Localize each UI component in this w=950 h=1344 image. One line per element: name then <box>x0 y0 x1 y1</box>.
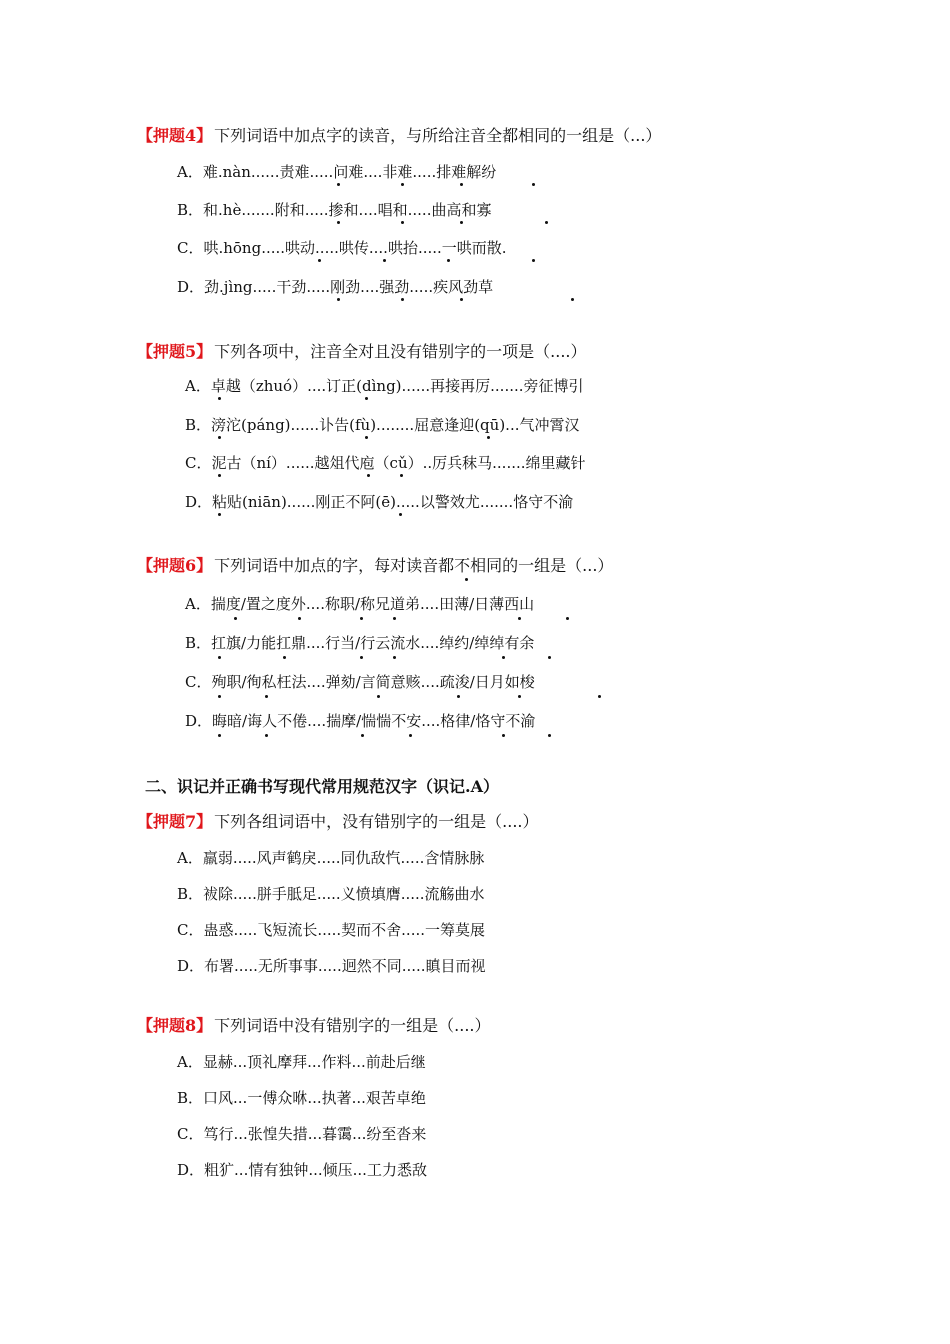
emphasis-dot <box>337 183 340 186</box>
option-d: D．粗犷...情有独钟...倾压...工力悉敌 <box>177 1161 427 1179</box>
option-a: A．显赫...顶礼摩拜...作料...前赴后继 <box>177 1053 426 1071</box>
option-b: B．和.hè.......附和.....掺和....唱和.....曲高和寡 <box>177 201 492 219</box>
emphasis-dot <box>218 397 221 400</box>
emphasis-dot <box>548 656 551 659</box>
emphasis-dot <box>265 695 268 698</box>
option-a: A．羸弱.....风声鹤戾.....同仇敌忾.....含情脉脉 <box>177 849 485 867</box>
emphasis-dot <box>383 259 386 262</box>
emphasis-dot <box>265 734 268 737</box>
emphasis-dot <box>360 656 363 659</box>
emphasis-dot <box>365 397 368 400</box>
option-d: D．劲.jìng.....干劲.....刚劲....强劲.....疾风劲草 <box>177 278 494 296</box>
emphasis-dot <box>400 474 403 477</box>
emphasis-dot <box>401 298 404 301</box>
emphasis-dot <box>409 734 412 737</box>
section-heading: 二、识记并正确书写现代常用规范汉字（识记.A） <box>145 777 499 796</box>
option-a: A．揣度/置之度外....称职/称兄道弟....田薄/日薄西山 <box>185 595 535 613</box>
option-b: B．滂沱(páng)......讣告(fù)........屈意逢迎(qū)...气冲霄汉 <box>185 416 580 434</box>
option-b: B．扛旗/力能扛鼎....行当/行云流水....绰约/绰绰有余 <box>185 634 535 652</box>
emphasis-dot <box>401 221 404 224</box>
emphasis-dot <box>460 298 463 301</box>
emphasis-dot <box>545 221 548 224</box>
emphasis-dot <box>218 474 221 477</box>
option-d: D．晦暗/诲人不倦....揣摩/惴惴不安....格律/恪守不渝 <box>185 712 536 730</box>
option-c: C．蛊惑.....飞短流长.....契而不舍.....一筹莫展 <box>177 921 485 939</box>
question-4 <box>137 124 917 296</box>
question-title <box>137 340 917 364</box>
question-tag: 【押题8】 <box>137 1016 213 1035</box>
question-7 <box>137 810 917 975</box>
option-c: C．泥古（ní）......越俎代庖（cǔ）..厉兵秣马.......绵里藏针 <box>185 454 586 472</box>
option-c: C．殉职/徇私枉法....弹劾/言简意赅....疏浚/日月如梭 <box>185 673 535 691</box>
emphasis-dot <box>518 617 521 620</box>
question-tag: 【押题4】 <box>137 126 213 145</box>
emphasis-dot <box>598 695 601 698</box>
question-5 <box>137 340 917 511</box>
emphasis-dot <box>361 734 364 737</box>
emphasis-dot <box>457 695 460 698</box>
emphasis-dot <box>518 695 521 698</box>
question-stem: 下列各组词语中，没有错别字的一组是（....） <box>214 812 539 831</box>
question-tag: 【押题6】 <box>137 556 213 575</box>
emphasis-dot <box>365 436 368 439</box>
question-stem: 下列词语中加点的字，每对读音都不相同的一组是（...） <box>214 556 614 575</box>
emphasis-dot <box>460 221 463 224</box>
emphasis-dot <box>571 298 574 301</box>
emphasis-dot <box>548 734 551 737</box>
emphasis-dot <box>377 695 380 698</box>
emphasis-dot <box>502 656 505 659</box>
question-title <box>137 1014 917 1038</box>
emphasis-dot <box>218 513 221 516</box>
emphasis-dot <box>502 734 505 737</box>
option-c: C．哄.hōng.....哄动.....哄传....哄抬.....一哄而散. <box>177 239 507 257</box>
question-stem: 下列词语中加点字的读音，与所给注音全都相同的一组是（...） <box>214 126 662 145</box>
emphasis-dot <box>218 656 221 659</box>
question-stem: 下列各项中，注音全对且没有错别字的一项是（....） <box>214 342 587 361</box>
emphasis-dot <box>337 298 340 301</box>
emphasis-dot <box>399 513 402 516</box>
emphasis-dot <box>460 183 463 186</box>
emphasis-dot <box>393 656 396 659</box>
emphasis-dot <box>298 617 301 620</box>
option-a: A．卓越（zhuó）....订正(dìng)......再接再厉.......旁征博引 <box>185 377 584 395</box>
emphasis-dot <box>283 656 286 659</box>
emphasis-dot <box>401 183 404 186</box>
option-a: A．难.nàn......责难.....问难....非难.....排难解纷 <box>177 163 497 181</box>
emphasis-dot <box>465 578 468 581</box>
emphasis-dot <box>367 474 370 477</box>
emphasis-dot <box>218 734 221 737</box>
option-d: D．粘贴(niān)......刚正不阿(ē).....以警效尤.......恪守不渝 <box>185 493 574 511</box>
option-b: B．口风...一傅众咻...执著...艰苦卓绝 <box>177 1089 426 1107</box>
emphasis-dot <box>337 221 340 224</box>
question-8 <box>137 1014 917 1179</box>
option-d: D．布署.....无所事事.....迥然不同.....瞋目而视 <box>177 957 486 975</box>
question-title <box>137 810 917 834</box>
emphasis-dot <box>487 436 490 439</box>
emphasis-dot <box>532 183 535 186</box>
emphasis-dot <box>234 617 237 620</box>
question-title <box>137 124 917 148</box>
question-tag: 【押题7】 <box>137 812 213 831</box>
question-6 <box>137 554 917 730</box>
question-title <box>137 554 917 578</box>
emphasis-dot <box>318 259 321 262</box>
emphasis-dot <box>360 617 363 620</box>
option-c: C．笃行...张惶失措...暮霭...纷至沓来 <box>177 1125 427 1143</box>
emphasis-dot <box>218 695 221 698</box>
emphasis-dot <box>393 617 396 620</box>
emphasis-dot <box>218 436 221 439</box>
emphasis-dot <box>532 259 535 262</box>
emphasis-dot <box>566 617 569 620</box>
question-tag: 【押题5】 <box>137 342 213 361</box>
question-stem: 下列词语中没有错别字的一组是（....） <box>214 1016 491 1035</box>
option-b: B．袚除.....胼手胝足.....义愤填膺.....流觞曲水 <box>177 885 485 903</box>
emphasis-dot <box>447 259 450 262</box>
